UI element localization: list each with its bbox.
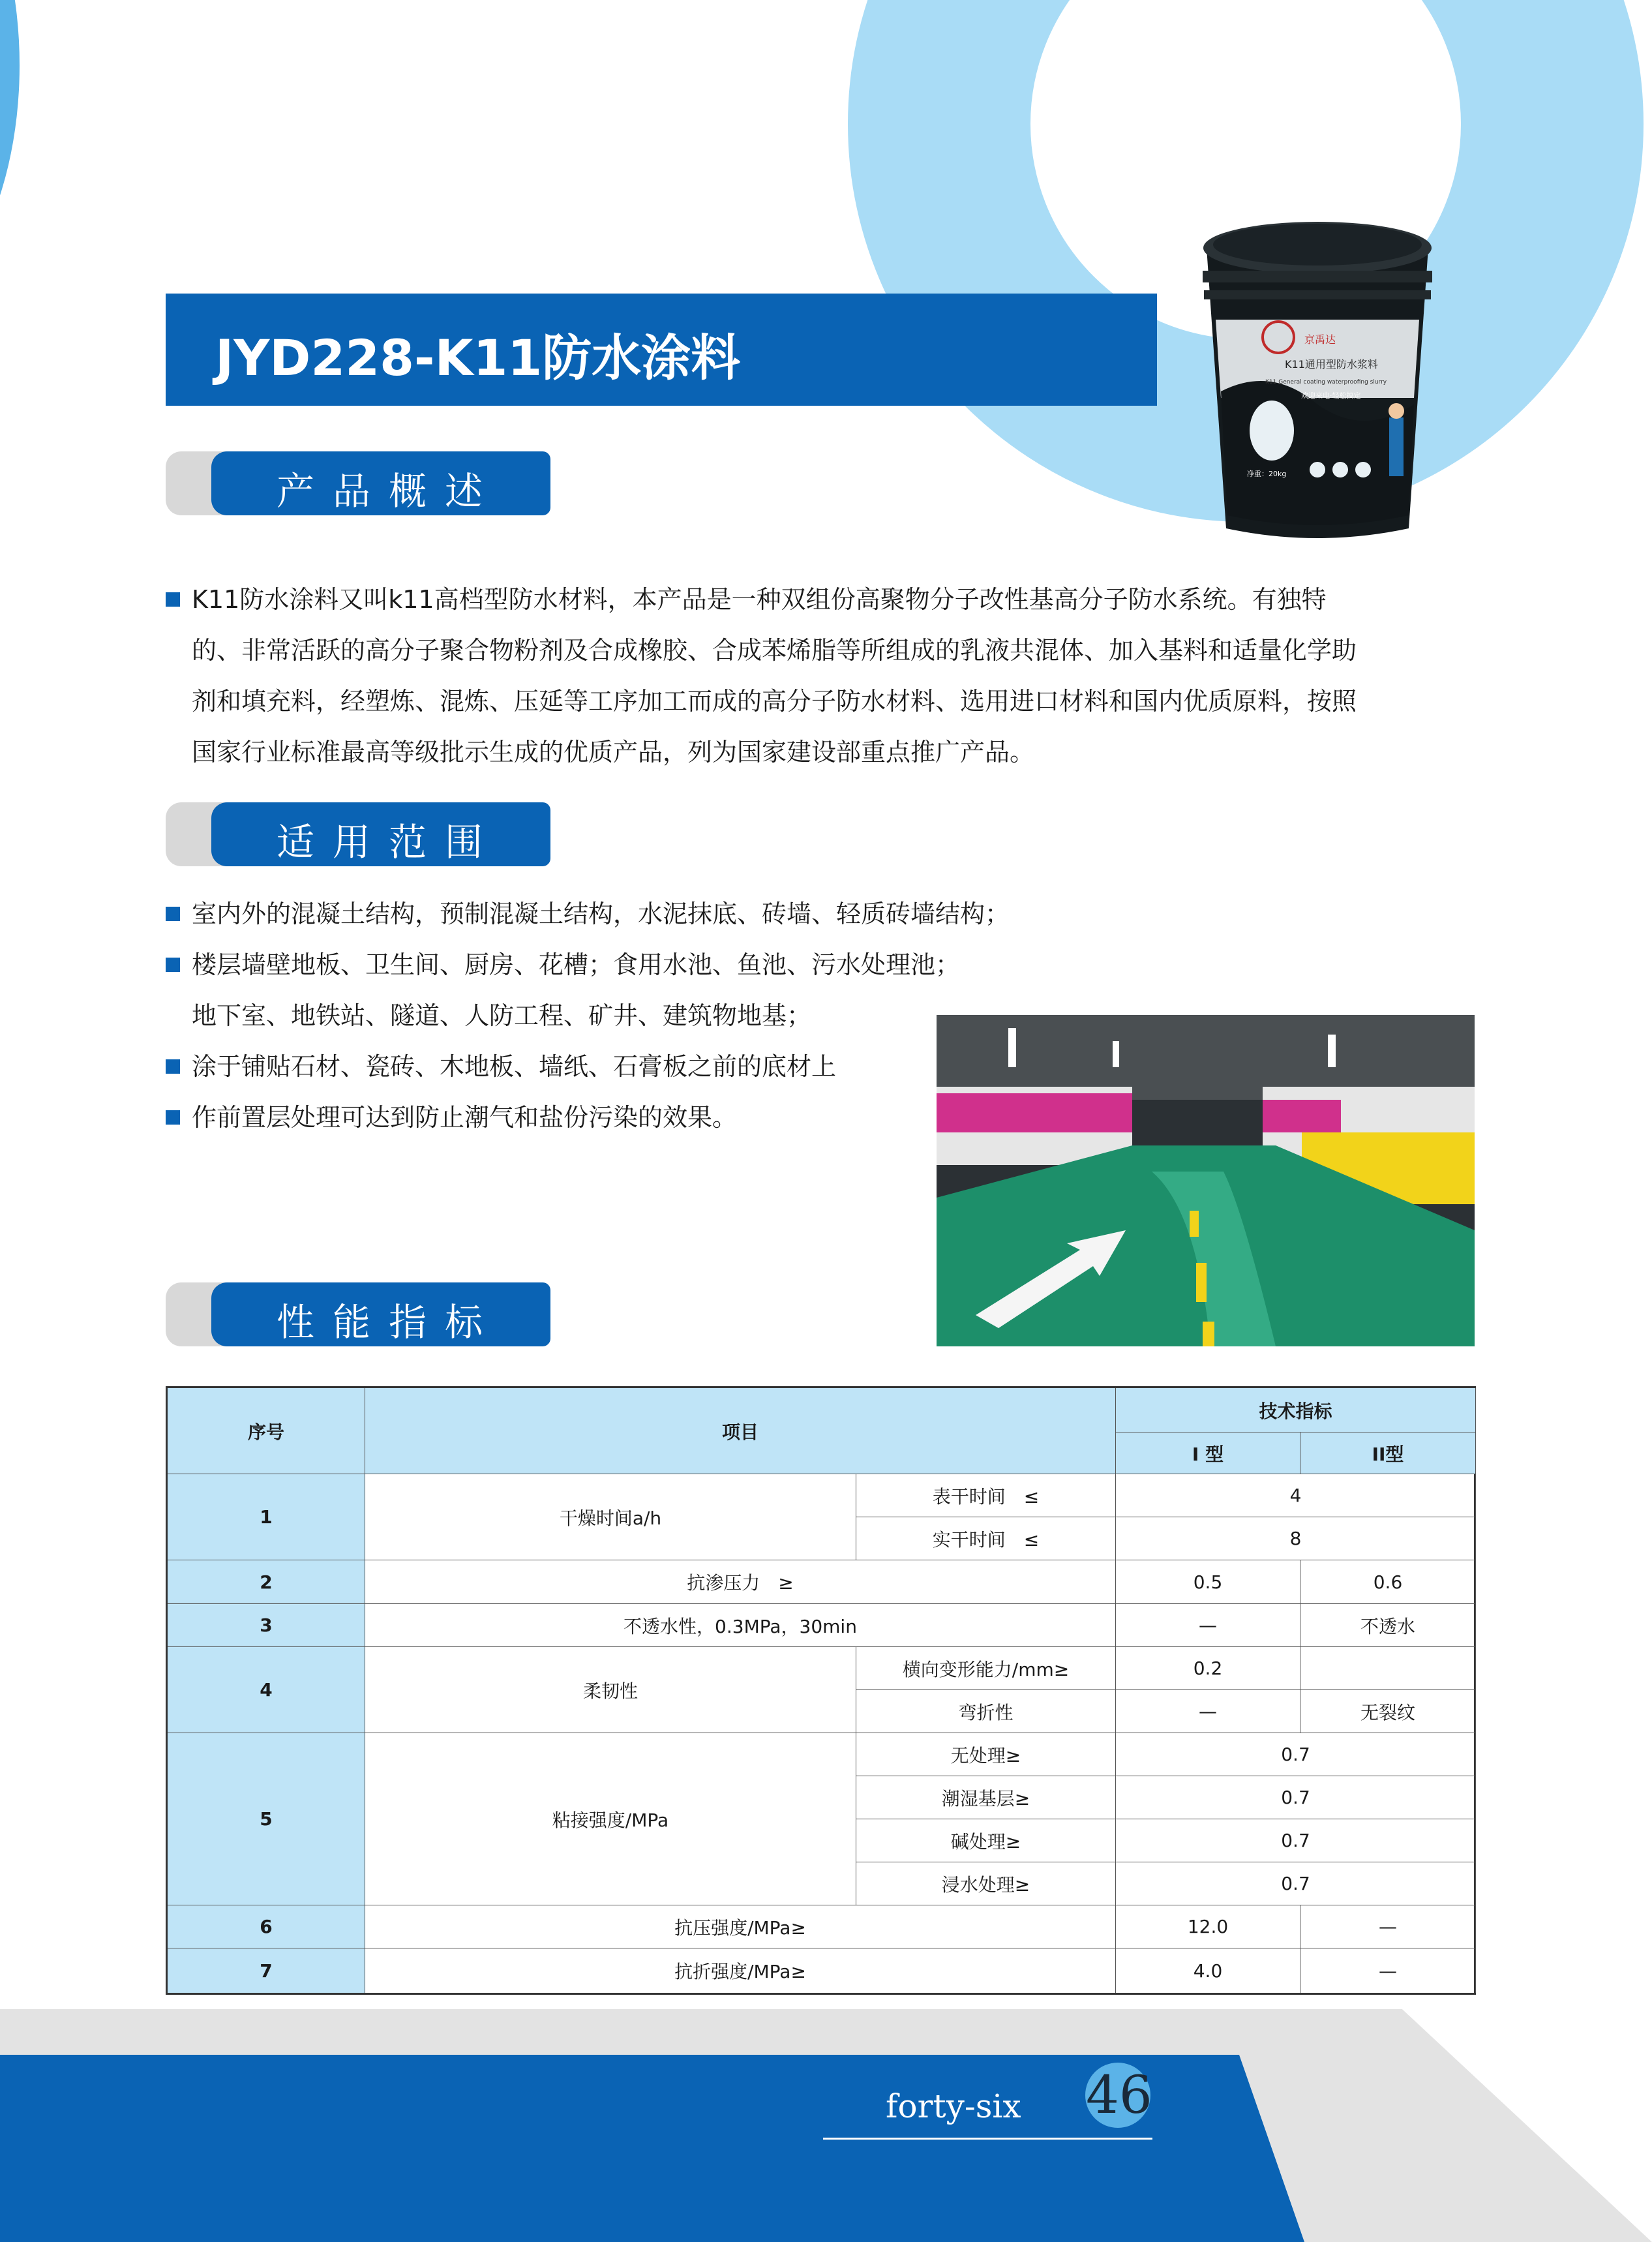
performance-table (166, 1386, 1476, 1995)
bullet-icon (166, 592, 180, 607)
footer-band (0, 2009, 1652, 2242)
row-value-type1: 4.0 (1116, 1948, 1300, 1993)
row-item: 抗压强度/MPa≥ (365, 1905, 1116, 1948)
row-value-type1: — (1116, 1690, 1300, 1733)
header-type2: II型 (1300, 1432, 1476, 1474)
svg-text:净重：20kg: 净重：20kg (1247, 470, 1287, 478)
svg-text:欢迎来电·轻松搞定: 欢迎来电·轻松搞定 (1301, 391, 1361, 400)
overview-line: 剂和填充料，经塑炼、混炼、压延等工序加工而成的高分子防水材料、选用进口材料和国内优质原料，按照 (192, 687, 1357, 716)
row-value: 8 (1116, 1517, 1476, 1560)
row-subitem: 无处理≥ (856, 1733, 1116, 1776)
row-seq: 5 (168, 1733, 365, 1905)
decorative-ring-left (0, 0, 20, 326)
header-item: 项目 (365, 1388, 1116, 1474)
bullet-icon (166, 1059, 180, 1074)
row-subitem: 弯折性 (856, 1690, 1116, 1733)
row-item: 抗渗压力 ≥ (365, 1560, 1116, 1604)
row-value-type2 (1300, 1647, 1476, 1690)
bullet-icon (166, 958, 180, 972)
row-seq: 6 (168, 1905, 365, 1948)
row-value-type2: — (1300, 1905, 1476, 1948)
row-seq: 7 (168, 1948, 365, 1993)
footer-underline (823, 2138, 1152, 2140)
page-number: 46 (1086, 2065, 1152, 2125)
svg-text:K11 General coating waterproof: K11 General coating waterproofing slurry (1265, 379, 1387, 386)
header-type1: I 型 (1116, 1432, 1300, 1474)
overview-paragraph (166, 574, 1477, 778)
page-number-words: forty-six (886, 2087, 1021, 2125)
product-bucket-image (1194, 209, 1441, 548)
svg-text:京禹达: 京禹达 (1304, 333, 1336, 346)
overview-line: K11防水涂料又叫k11高档型防水材料，本产品是一种双组份高聚物分子改性基高分子防水系统。有独特 (192, 585, 1327, 614)
scope-item: 涂于铺贴石材、瓷砖、木地板、墙纸、石膏板之前的底材上 (192, 1052, 837, 1081)
row-value-type1: 12.0 (1116, 1905, 1300, 1948)
scope-item: 作前置层处理可达到防止潮气和盐份污染的效果。 (192, 1103, 738, 1132)
row-seq: 2 (168, 1560, 365, 1604)
row-value-type1: 0.5 (1116, 1560, 1300, 1604)
row-value-type2: — (1300, 1948, 1476, 1993)
row-value-type2: 不透水 (1300, 1604, 1476, 1647)
scope-item: 室内外的混凝土结构，预制混凝土结构，水泥抹底、砖墙、轻质砖墙结构； (192, 900, 1010, 928)
svg-text:K11通用型防水浆料: K11通用型防水浆料 (1285, 358, 1378, 371)
section-heading-performance: 性能指标 (166, 1282, 550, 1346)
row-subitem: 潮湿基层≥ (856, 1776, 1116, 1819)
row-subitem: 碱处理≥ (856, 1819, 1116, 1862)
row-seq: 1 (168, 1474, 365, 1560)
row-item: 不透水性，0.3MPa，30min (365, 1604, 1116, 1647)
row-item: 柔韧性 (365, 1647, 856, 1733)
row-value-type1: 0.2 (1116, 1647, 1300, 1690)
row-subitem: 表干时间 ≤ (856, 1474, 1116, 1517)
row-item: 粘接强度/MPa (365, 1733, 856, 1905)
scope-list (166, 888, 1010, 1143)
overview-line: 的、非常活跃的高分子聚合物粉剂及合成橡胶、合成苯烯脂等所组成的乳液共混体、加入基料和适量化学助 (192, 636, 1357, 665)
row-value: 0.7 (1116, 1733, 1476, 1776)
header-seq: 序号 (168, 1388, 365, 1474)
scope-item: 地下室、地铁站、隧道、人防工程、矿井、建筑物地基； (192, 1001, 812, 1030)
overview-line: 国家行业标准最高等级批示生成的优质产品，列为国家建设部重点推广产品。 (192, 738, 1035, 766)
row-value: 4 (1116, 1474, 1476, 1517)
bullet-icon (166, 1110, 180, 1125)
parking-garage-photo (937, 1015, 1475, 1346)
row-value: 0.7 (1116, 1819, 1476, 1862)
header-spec: 技术指标 (1116, 1388, 1476, 1432)
row-value: 0.7 (1116, 1776, 1476, 1819)
row-value-type1: — (1116, 1604, 1300, 1647)
scope-item: 楼层墙壁地板、卫生间、厨房、花槽；食用水池、鱼池、污水处理池； (192, 950, 961, 979)
page-title: JYD228-K11防水涂料 (215, 329, 741, 387)
bullet-icon (166, 907, 180, 921)
row-item: 干燥时间a/h (365, 1474, 856, 1560)
row-seq: 3 (168, 1604, 365, 1647)
row-value-type2: 无裂纹 (1300, 1690, 1476, 1733)
section-heading-overview: 产品概述 (166, 451, 550, 515)
row-value-type2: 0.6 (1300, 1560, 1476, 1604)
row-seq: 4 (168, 1647, 365, 1733)
row-subitem: 浸水处理≥ (856, 1862, 1116, 1905)
row-item: 抗折强度/MPa≥ (365, 1948, 1116, 1993)
section-heading-scope: 适用范围 (166, 802, 550, 866)
row-subitem: 实干时间 ≤ (856, 1517, 1116, 1560)
row-value: 0.7 (1116, 1862, 1476, 1905)
row-subitem: 横向变形能力/mm≥ (856, 1647, 1116, 1690)
